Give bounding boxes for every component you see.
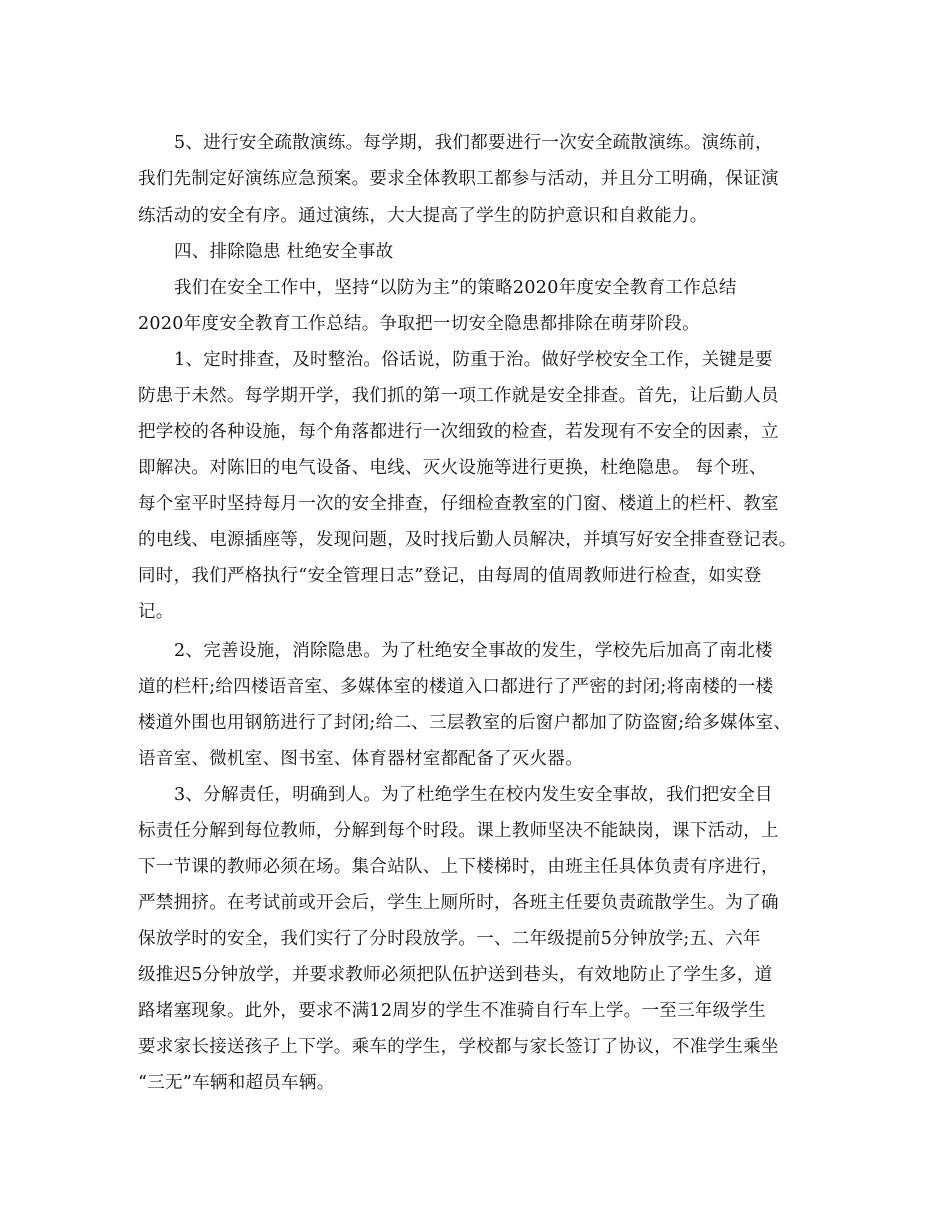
paragraph-line: 5、进行安全疏散演练。每学期，我们都要进行一次安全疏散演练。演练前， <box>174 133 773 153</box>
paragraph-line: 2020年度安全教育工作总结。争取把一切安全隐患都排除在萌芽阶段。 <box>138 314 700 334</box>
section-heading: 四、排除隐患 杜绝安全事故 <box>174 242 394 262</box>
paragraph-line: 我们在安全工作中，坚持“以防为主”的策略2020年度安全教育工作总结 <box>174 278 737 298</box>
paragraph-line: 2、完善设施，消除隐患。为了杜绝安全事故的发生，学校先后加高了南北楼 <box>174 641 773 661</box>
paragraph-line: 每个室平时坚持每月一次的安全排查，仔细检查教室的门窗、楼道上的栏杆、教室 <box>138 494 779 514</box>
paragraph-line: 要求家长接送孩子上下学。乘车的学生，学校都与家长签订了协议，不准学生乘坐 <box>138 1037 779 1057</box>
paragraph-line: 同时，我们严格执行“安全管理日志”登记，由每周的值周教师进行检查，如实登 <box>138 566 762 586</box>
paragraph-line: 严禁拥挤。在考试前或开会后，学生上厕所时，各班主任要负责疏散学生。为了确 <box>138 893 779 913</box>
paragraph-line: 级推迟5分钟放学，并要求教师必须把队伍护送到巷头，有效地防止了学生多，道 <box>138 965 773 985</box>
paragraph-line: 路堵塞现象。此外，要求不满12周岁的学生不准骑自行车上学。一至三年级学生 <box>138 1001 767 1021</box>
paragraph-line: 把学校的各种设施，每个角落都进行一次细致的检查，若发现有不安全的因素，立 <box>138 422 779 442</box>
paragraph-line: 记。 <box>138 602 174 622</box>
paragraph-line: 道的栏杆;给四楼语音室、多媒体室的楼道入口都进行了严密的封闭;将南楼的一楼 <box>138 677 774 697</box>
paragraph-line: 即解决。对陈旧的电气设备、电线、灭火设施等进行更换，杜绝隐患。 每个班、 <box>138 458 767 478</box>
paragraph-line: 语音室、微机室、图书室、体育器材室都配备了灭火器。 <box>138 749 583 769</box>
paragraph-line: 1、定时排查，及时整治。俗话说，防重于治。做好学校安全工作，关键是要 <box>174 350 773 370</box>
paragraph-line: 练活动的安全有序。通过演练，大大提高了学生的防护意识和自救能力。 <box>138 206 708 226</box>
paragraph-line: 防患于未然。每学期开学，我们抓的第一项工作就是安全排查。首先，让后勤人员 <box>138 386 779 406</box>
paragraph-line: 保放学时的安全，我们实行了分时段放学。一、二年级提前5分钟放学;五、六年 <box>138 929 761 949</box>
paragraph-line: 楼道外围也用钢筋进行了封闭;给二、三层教室的后窗户都加了防盗窗;给多媒体室、 <box>138 713 792 733</box>
paragraph-line: 标责任分解到每位教师，分解到每个时段。课上教师坚决不能缺岗，课下活动，上 <box>138 821 779 841</box>
paragraph-line: 下一节课的教师必须在场。集合站队、上下楼梯时，由班主任具体负责有序进行， <box>138 857 779 877</box>
paragraph-line: 的电线、电源插座等，发现问题，及时找后勤人员解决，并填写好安全排查登记表。 <box>138 530 797 550</box>
paragraph-line: “三无”车辆和超员车辆。 <box>138 1073 335 1093</box>
paragraph-line: 3、分解责任，明确到人。为了杜绝学生在校内发生安全事故，我们把安全目 <box>174 785 773 805</box>
paragraph-line: 我们先制定好演练应急预案。要求全体教职工都参与活动，并且分工明确，保证演 <box>138 169 779 189</box>
